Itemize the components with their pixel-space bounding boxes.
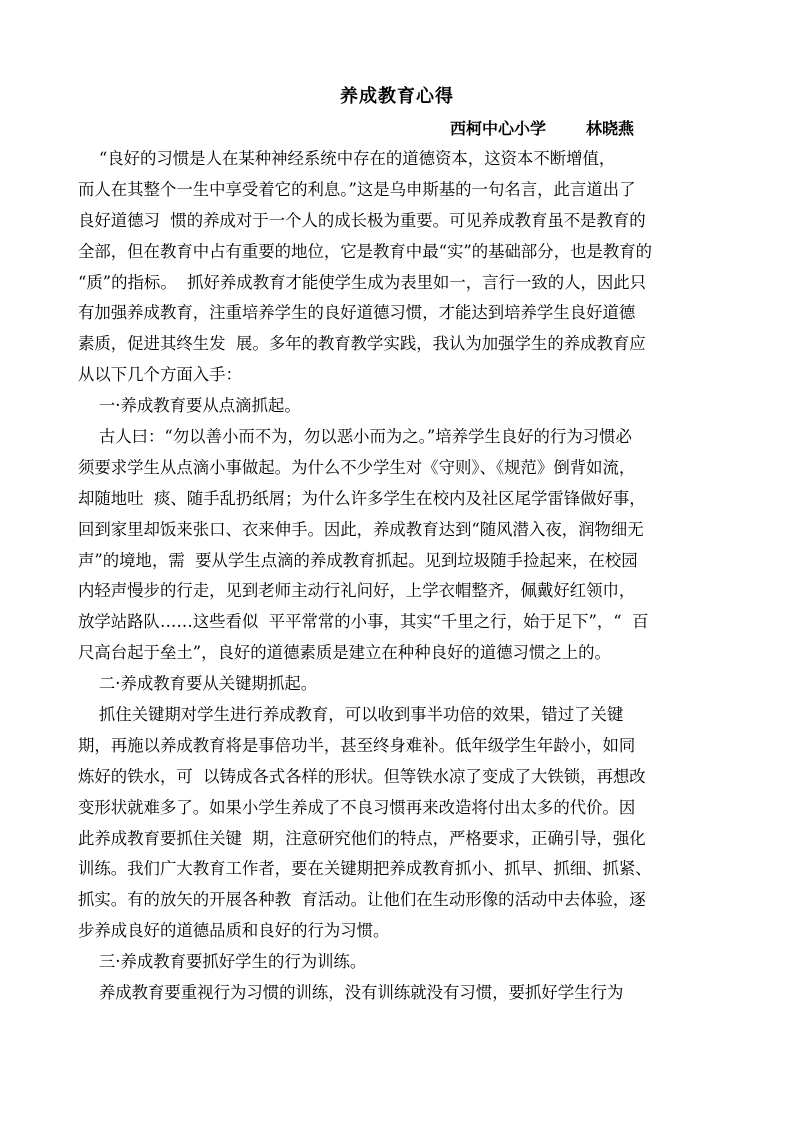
document-title: 养成教育心得	[340, 86, 454, 107]
text-line: 古人曰：“勿以善小而不为，勿以恶小而为之。”培养学生良好的行为习惯必	[78, 427, 632, 447]
text-line: 变形状就难多了。如果小学生养成了不良习惯再来改造将付出太多的代价。因	[78, 797, 636, 817]
text-line: 抓住关键期对学生进行养成教育，可以收到事半功倍的效果，错过了关键	[78, 705, 624, 725]
text-line: 炼好的铁水，可 以铸成各式各样的形状。但等铁水凉了变成了大铁锁，再想改	[78, 766, 646, 786]
text-line: 须要求学生从点滴小事做起。为什么不少学生对《守则》、《规范》倒背如流，	[78, 457, 636, 477]
text-line: 全部，但在教育中占有重要的地位，它是教育中最“实”的基础部分，也是教育的	[78, 241, 653, 261]
text-line: “良好的习惯是人在某种神经系统中存在的道德资本，这资本不断增值，	[78, 149, 616, 168]
text-line: 训练。我们广大教育工作者，要在关键期把养成教育抓小、抓早、抓细、抓紧、	[78, 859, 652, 879]
section-heading: 一·养成教育要从点滴抓起。	[78, 396, 301, 416]
text-line: 放学站路队……这些看似 平平常常的小事，其实“千里之行，始于足下”，“ 百	[78, 612, 649, 632]
text-line: 素质，促进其终生发 展。多年的教育教学实践，我认为加强学生的养成教育应	[78, 334, 646, 354]
text-line: 步养成良好的道德品质和良好的行为习惯。	[78, 921, 390, 941]
text-line: 抓实。有的放矢的开展各种教 育活动。让他们在生动形像的活动中去体验，逐	[78, 890, 646, 910]
text-line: 却随地吐 痰、随手乱扔纸屑；为什么许多学生在校内及社区尾学雷锋做好事，	[78, 488, 646, 508]
text-line: 此养成教育要抓住关键 期，注意研究他们的特点，严格要求，正确引导，强化	[78, 828, 646, 848]
text-line: 有加强养成教育，注重培养学生的良好道德习惯，才能达到培养学生良好道德	[78, 303, 636, 323]
author-name: 林晓燕	[586, 119, 635, 138]
text-line: 尺高台起于垒土”，良好的道德素质是建立在种种良好的道德习惯之上的。	[78, 643, 611, 663]
byline	[450, 116, 634, 142]
section-heading: 二·养成教育要从关键期抓起。	[78, 674, 318, 694]
text-line: 良好道德习 惯的养成对于一个人的成长极为重要。可见养成教育虽不是教育的	[78, 210, 646, 230]
text-line: 养成教育要重视行为习惯的训练，没有训练就没有习惯，要抓好学生行为	[78, 983, 624, 1003]
text-line: 声”的境地，需 要从学生点滴的养成教育抓起。见到垃圾随手捡起来，在校园	[78, 550, 638, 570]
text-line: 回到家里却饭来张口、衣来伸手。因此，养成教育达到“随风潜入夜，润物细无	[78, 519, 644, 539]
text-line: 而人在其整个一生中享受着它的利息。”这是乌申斯基的一句名言，此言道出了	[78, 179, 636, 199]
school-name: 西柯中心小学	[450, 119, 547, 138]
text-line: 内轻声慢步的行走，见到老师主动行礼问好，上学衣帽整齐，佩戴好红领巾，	[78, 581, 636, 601]
text-line: “质”的指标。 抓好养成教育才能使学生成为表里如一，言行一致的人，因此只	[78, 272, 647, 292]
text-line: 从以下几个方面入手：	[78, 365, 242, 385]
section-heading: 三·养成教育要抓好学生的行为训练。	[78, 952, 367, 972]
document-body	[78, 144, 728, 1009]
text-line: 期，再施以养成教育将是事倍功半，甚至终身难补。低年级学生年龄小，如同	[78, 735, 636, 755]
